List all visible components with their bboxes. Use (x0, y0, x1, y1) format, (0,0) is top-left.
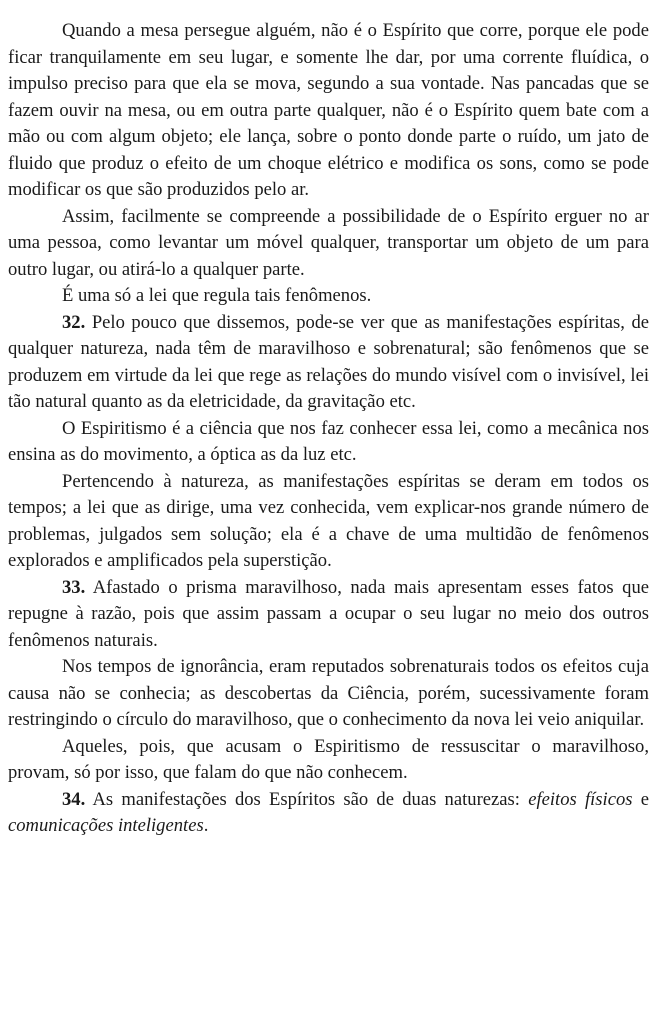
section-number: 34. (62, 788, 86, 810)
paragraph (8, 654, 649, 734)
paragraph-text: Assim, facilmente se compreende a possibilidade de o Espírito erguer no ar uma pessoa, como levantar um móvel qualquer, transportar um objeto de um para outro lugar, ou atirá-lo a qualquer parte. (8, 205, 649, 280)
paragraph-text: As manifestações dos Espíritos são de duas naturezas: (85, 788, 529, 810)
paragraph-text: É uma só a lei que regula tais fenômenos. (62, 285, 372, 306)
paragraph (8, 575, 649, 655)
italic-term: efeitos físicos (528, 788, 633, 810)
paragraph (8, 416, 649, 469)
paragraph (8, 469, 649, 575)
paragraph-text: O Espiritismo é a ciência que nos faz conhecer essa lei, como a mecânica nos ensina as do movimento, a óptica as da luz etc. (8, 417, 649, 465)
section-number: 33. (62, 576, 86, 598)
paragraph-text: Afastado o prisma maravilhoso, nada mais apresentam esses fatos que repugne à razão, pois que assim passam a ocupar o seu lugar no meio dos outros fenômenos naturais. (8, 576, 649, 651)
paragraph-text: e (632, 788, 650, 810)
section-number: 32. (62, 311, 86, 333)
paragraph-text: Pelo pouco que dissemos, pode-se ver que as manifestações espíritas, de qualquer natureza, nada têm de maravilhoso e sobrenatural; são fenômenos que se produzem em virtude da lei que rege as relações do mundo visível com o invisível, lei tão natural quanto as da eletricidade, da gravitação etc. (8, 311, 649, 412)
paragraph-text: Quando a mesa persegue alguém, não é o Espírito que corre, porque ele pode ficar tranquilamente em seu lugar, e somente lhe dar, por uma corrente fluídica, o impulso preciso para que ela se mova, segundo a sua vontade. Nas pancadas que se fazem ouvir na mesa, ou em outra parte qualquer, não é o Espírito quem bate com a mão ou com algum objeto; ele lança, sobre o ponto donde parte o ruído, um jato de fluido que produz o efeito de um choque elétrico e modifica os sons, como se pode modificar os que são produzidos pelo ar. (8, 20, 649, 200)
paragraph-text: . (203, 815, 209, 836)
paragraph-text: Pertencendo à natureza, as manifestações espíritas se deram em todos os tempos; a lei que as dirige, uma vez conhecida, vem explicar-nos grande número de problemas, julgados sem solução; ela é a chave de uma multidão de fenômenos explorados e amplificados pela superstição. (8, 470, 649, 571)
paragraph (8, 18, 649, 204)
paragraph-text: Aqueles, pois, que acusam o Espiritismo de ressuscitar o maravilhoso, provam, só por isso, que falam do que não conhecem. (8, 735, 649, 783)
paragraph (8, 283, 649, 310)
paragraph-text: Nos tempos de ignorância, eram reputados sobrenaturais todos os efeitos cuja causa não se conhecia; as descobertas da Ciência, porém, sucessivamente foram restringindo o círculo do maravilhoso, que o conhecimento da nova lei veio aniquilar. (8, 656, 649, 730)
paragraph (8, 310, 649, 416)
italic-term: comunicações inteligentes (8, 815, 204, 836)
paragraph (8, 787, 649, 840)
paragraph (8, 734, 649, 787)
paragraph (8, 204, 649, 284)
